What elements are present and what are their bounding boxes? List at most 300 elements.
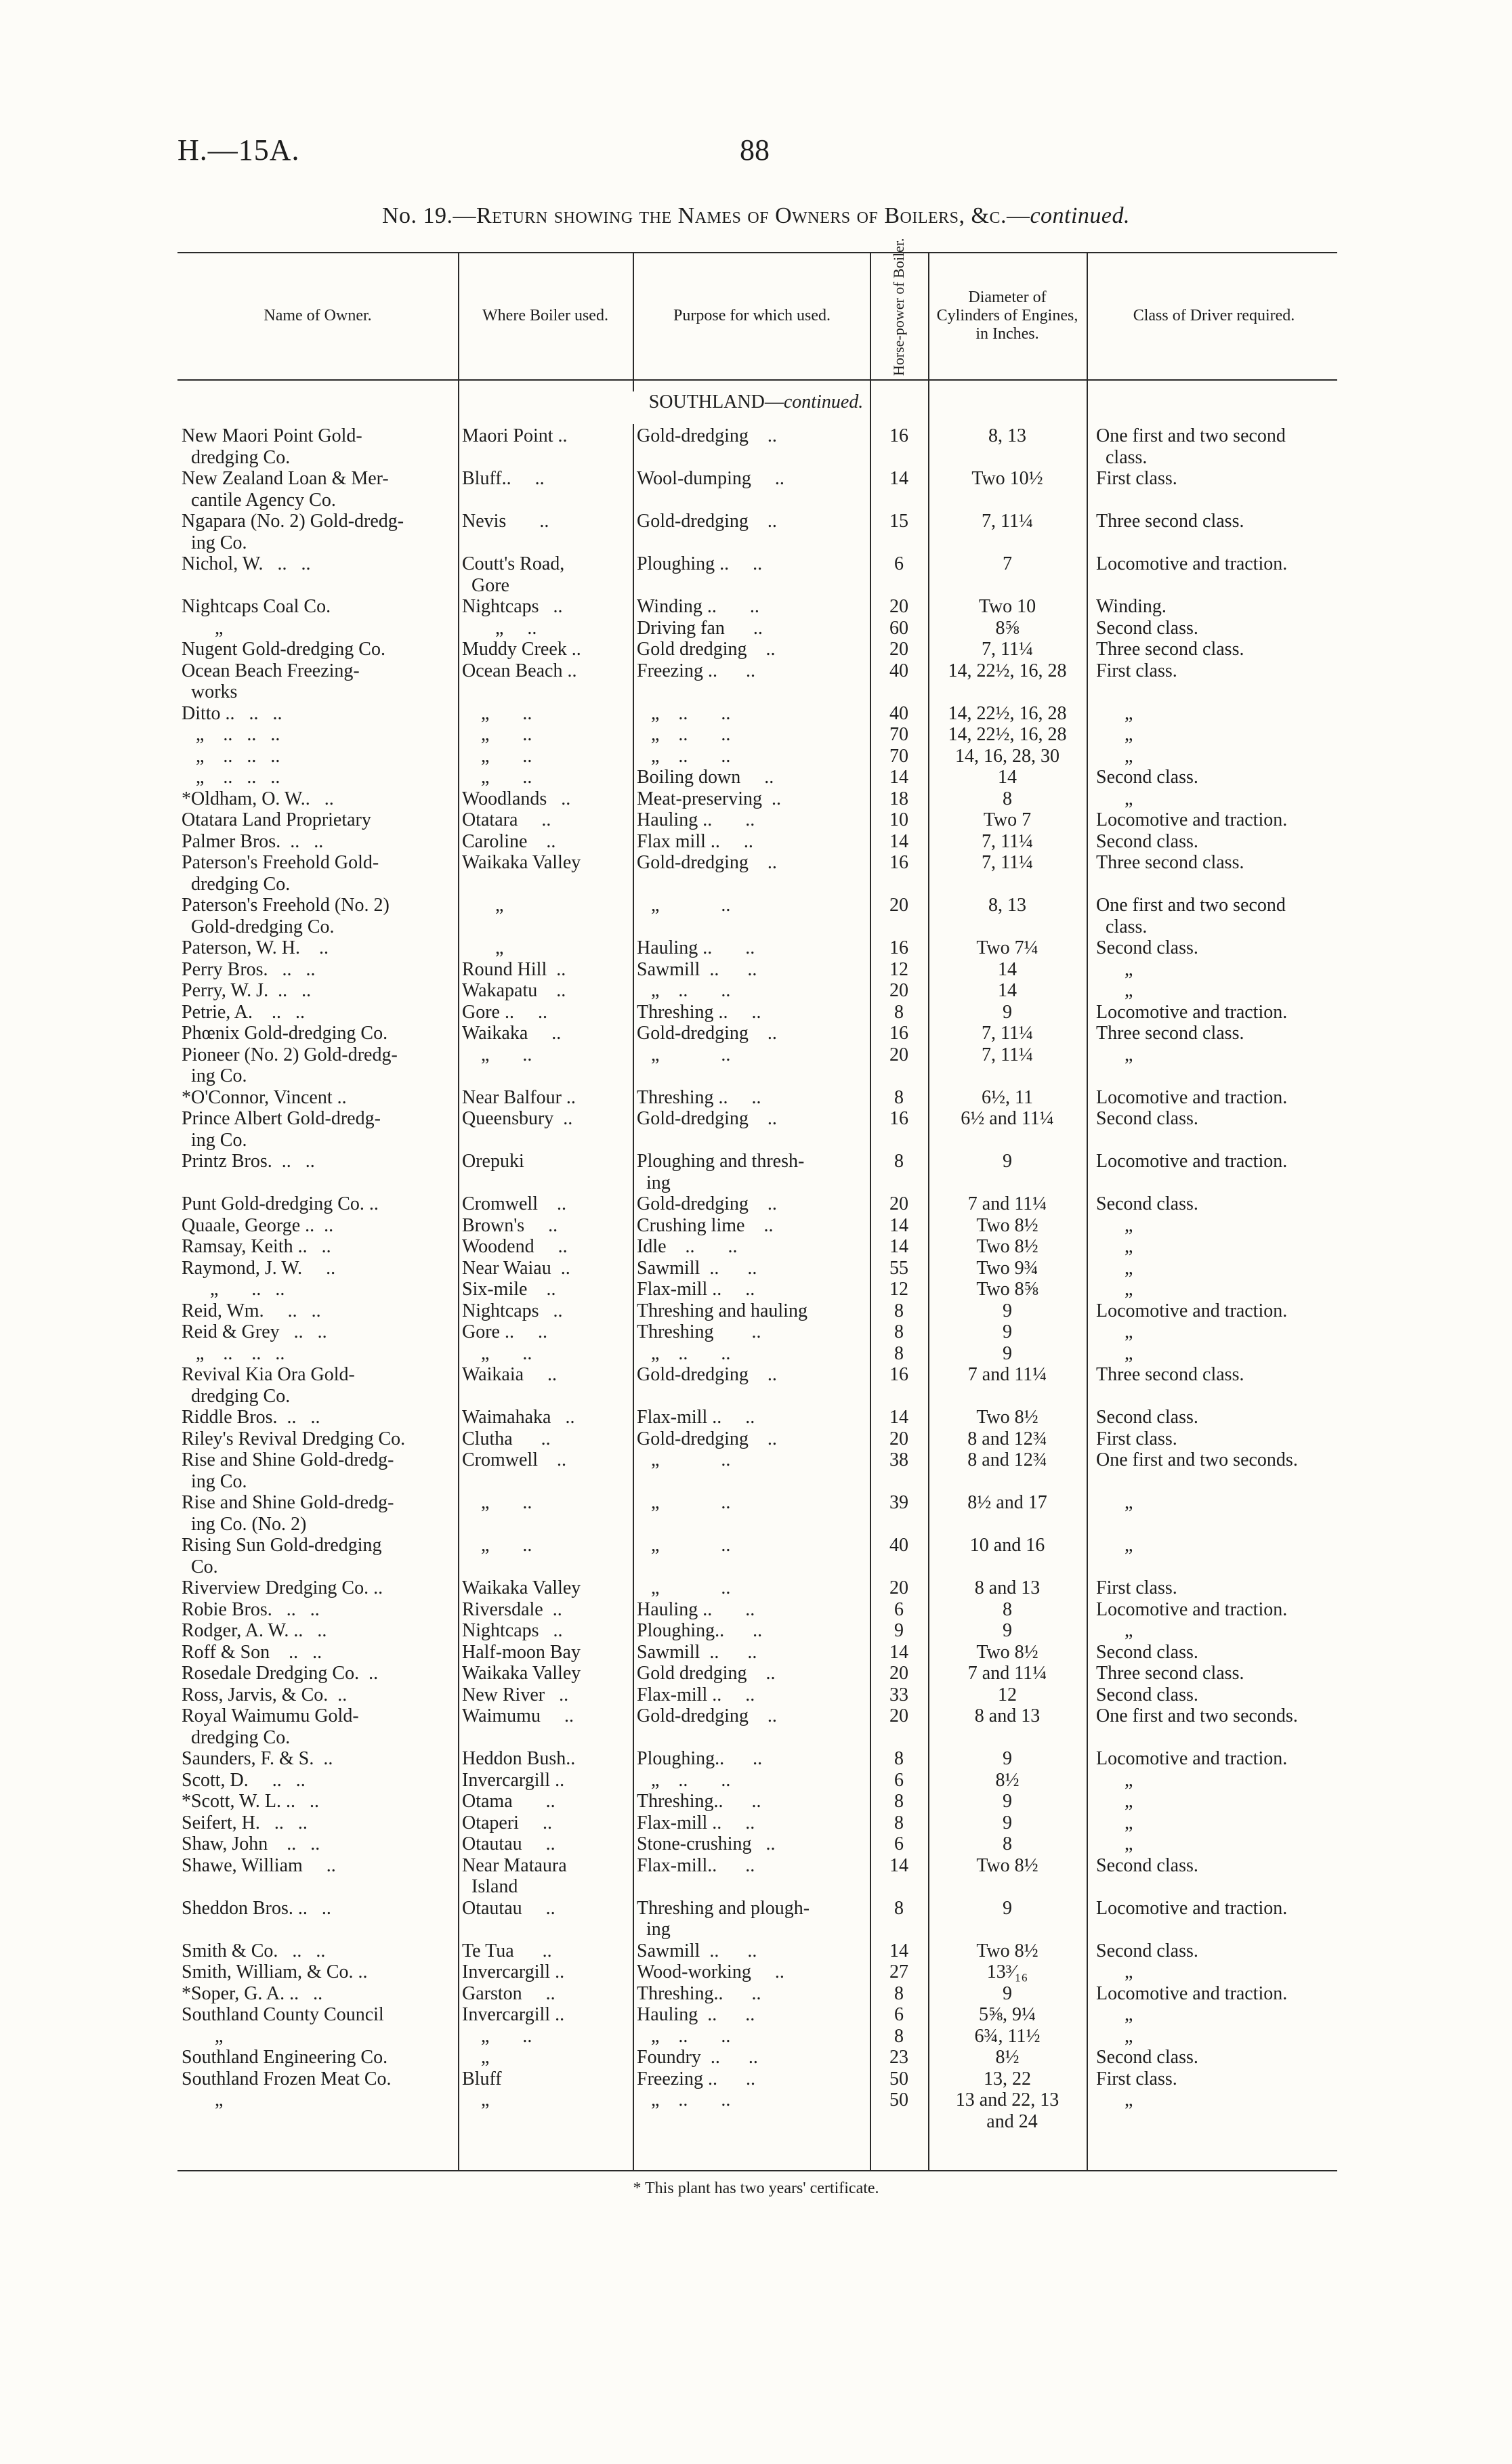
purpose-cell: „ ..: [637, 1577, 731, 1598]
diameter-cell: Two 7: [983, 809, 1032, 830]
diameter-cell: 7, 11¼: [982, 830, 1033, 852]
driver-class-cell: „: [1096, 788, 1133, 809]
purpose-cell: Flax-mill .. ..: [637, 1279, 755, 1300]
table-row: [177, 468, 1337, 511]
purpose-cell: Driving fan ..: [637, 617, 763, 639]
horse-power-cell: 16: [889, 425, 908, 446]
owner-cell: Nugent Gold-dredging Co.: [182, 639, 385, 660]
driver-class-cell: One first and two second class.: [1096, 895, 1286, 937]
header-purpose: Purpose for which used.: [673, 306, 831, 324]
table-row: [177, 1321, 1337, 1343]
owner-cell: Ramsay, Keith .. ..: [182, 1236, 331, 1257]
horse-power-cell: 20: [889, 596, 908, 617]
purpose-cell: Idle .. ..: [637, 1236, 738, 1257]
owner-cell: Riley's Revival Dredging Co.: [182, 1428, 406, 1449]
purpose-cell: Threshing.. ..: [637, 1982, 761, 2004]
purpose-cell: Foundry .. ..: [637, 2047, 758, 2068]
owner-cell: Revival Kia Ora Gold- dredging Co.: [182, 1364, 355, 1407]
where-cell: Waikaka ..: [462, 1023, 562, 1044]
where-cell: Invercargill ..: [462, 1769, 565, 1791]
horse-power-cell: 33: [889, 1684, 908, 1705]
table-row: [177, 1898, 1337, 1940]
purpose-cell: Flax mill .. ..: [637, 830, 753, 852]
where-cell: Otautau ..: [462, 1897, 555, 1919]
table-row: [177, 1812, 1337, 1834]
where-cell: „ ..: [462, 1492, 532, 1513]
purpose-cell: Sawmill .. ..: [637, 1257, 757, 1279]
horse-power-cell: 27: [889, 1961, 908, 1982]
purpose-cell: Flax-mill.. ..: [637, 1854, 755, 1876]
owner-cell: Petrie, A. .. ..: [182, 1001, 305, 1023]
driver-class-cell: „: [1096, 1833, 1133, 1854]
purpose-cell: „ ..: [637, 895, 731, 916]
driver-class-cell: „: [1096, 2025, 1133, 2047]
purpose-cell: Sawmill .. ..: [637, 958, 757, 980]
owner-cell: Ross, Jarvis, & Co. ..: [182, 1684, 348, 1705]
purpose-cell: Threshing ..: [637, 1321, 761, 1342]
purpose-cell: Ploughing.. ..: [637, 1748, 763, 1769]
horse-power-cell: 38: [889, 1449, 908, 1470]
diameter-cell: 14, 22½, 16, 28: [948, 660, 1067, 681]
owner-cell: Sheddon Bros. .. ..: [182, 1897, 331, 1919]
purpose-cell: Winding .. ..: [637, 596, 759, 617]
horse-power-cell: 40: [889, 1535, 908, 1556]
diameter-cell: 8½: [995, 1769, 1020, 1791]
diameter-cell: 8: [1003, 788, 1012, 809]
table-row: [177, 1343, 1337, 1365]
where-cell: Otatara ..: [462, 809, 551, 830]
driver-class-cell: Second class.: [1096, 1108, 1198, 1129]
where-cell: Orepuki: [462, 1151, 524, 1172]
driver-class-cell: Second class.: [1096, 1407, 1198, 1428]
driver-class-cell: „: [1096, 1044, 1133, 1065]
driver-class-cell: „: [1096, 1535, 1133, 1556]
driver-class-cell: „: [1096, 1342, 1133, 1364]
horse-power-cell: 39: [889, 1492, 908, 1513]
diameter-cell: 8 and 13: [974, 1705, 1041, 1726]
driver-class-cell: First class.: [1096, 2068, 1177, 2089]
diameter-cell: 13 and 22, 13 and 24: [955, 2089, 1059, 2132]
driver-class-cell: Three second class.: [1096, 1023, 1244, 1044]
horse-power-cell: 40: [889, 660, 908, 681]
horse-power-cell: 20: [889, 1705, 908, 1726]
horse-power-cell: 20: [889, 639, 908, 660]
table-row: [177, 1940, 1337, 1962]
horse-power-cell: 14: [889, 1214, 908, 1236]
horse-power-cell: 8: [894, 1086, 904, 1108]
header-owner: Name of Owner.: [264, 306, 372, 324]
table-row: [177, 1705, 1337, 1748]
horse-power-cell: 6: [894, 2004, 904, 2025]
purpose-cell: Flax-mill .. ..: [637, 1407, 755, 1428]
purpose-cell: „ .. ..: [637, 980, 731, 1001]
where-cell: „ ..: [462, 617, 537, 639]
where-cell: „: [462, 937, 504, 958]
header-diameter: Diameter of Cylinders of Engines, in Inches.: [936, 288, 1078, 343]
purpose-cell: Gold dredging ..: [637, 1663, 776, 1684]
owner-cell: Ditto .. .. ..: [182, 702, 282, 724]
horse-power-cell: 8: [894, 1982, 904, 2004]
owner-cell: Shaw, John .. ..: [182, 1833, 320, 1854]
horse-power-cell: 23: [889, 2047, 908, 2068]
purpose-cell: Sawmill .. ..: [637, 1940, 757, 1961]
where-cell: New River ..: [462, 1684, 569, 1705]
driver-class-cell: Second class.: [1096, 2047, 1198, 2068]
where-cell: Riversdale ..: [462, 1598, 562, 1620]
owner-cell: Paterson's Freehold (No. 2) Gold-dredging Co.: [182, 895, 390, 937]
owner-cell: „: [182, 2025, 224, 2047]
owner-cell: *Soper, G. A. .. ..: [182, 1982, 323, 2004]
purpose-cell: „ .. ..: [637, 2089, 731, 2110]
owner-cell: Paterson's Freehold Gold- dredging Co.: [182, 852, 379, 895]
table-row: [177, 639, 1337, 660]
where-cell: „ ..: [462, 1044, 532, 1065]
where-cell: Gore .. ..: [462, 1321, 547, 1342]
purpose-cell: Ploughing.. ..: [637, 1620, 763, 1641]
table-row: [177, 1279, 1337, 1300]
purpose-cell: „ ..: [637, 1492, 731, 1513]
where-cell: „ ..: [462, 702, 532, 724]
horse-power-cell: 9: [894, 1620, 904, 1641]
where-cell: Queensbury ..: [462, 1108, 573, 1129]
purpose-cell: Hauling .. ..: [637, 1598, 755, 1620]
horse-power-cell: 8: [894, 1812, 904, 1833]
owner-cell: Ocean Beach Freezing- works: [182, 660, 360, 702]
table-row: [177, 1663, 1337, 1684]
owner-cell: „: [182, 617, 224, 639]
table-row: [177, 1023, 1337, 1044]
diameter-cell: 6½, 11: [982, 1086, 1033, 1108]
horse-power-cell: 50: [889, 2089, 908, 2110]
driver-class-cell: „: [1096, 1791, 1133, 1812]
owner-cell: Prince Albert Gold-dredg- ing Co.: [182, 1108, 381, 1151]
table-row: [177, 1044, 1337, 1087]
driver-class-cell: First class.: [1096, 468, 1177, 489]
table-row: [177, 767, 1337, 788]
where-cell: Otama ..: [462, 1791, 555, 1812]
owner-cell: Printz Bros. .. ..: [182, 1151, 315, 1172]
diameter-cell: Two 8½: [976, 1214, 1038, 1236]
horse-power-cell: 20: [889, 1044, 908, 1065]
where-cell: „ ..: [462, 767, 532, 788]
table-row: [177, 2089, 1337, 2132]
where-cell: „: [462, 2089, 490, 2110]
title-prefix: No. 19.—: [381, 203, 477, 228]
table-row: [177, 1215, 1337, 1237]
owner-cell: Roff & Son .. ..: [182, 1641, 322, 1663]
table-row: [177, 1833, 1337, 1855]
horse-power-cell: 50: [889, 2068, 908, 2089]
horse-power-cell: 14: [889, 1407, 908, 1428]
header-bottom-rule: [177, 379, 1337, 381]
where-cell: Brown's ..: [462, 1214, 558, 1236]
driver-class-cell: „: [1096, 1812, 1133, 1833]
horse-power-cell: 20: [889, 980, 908, 1001]
diameter-cell: 9: [1003, 1300, 1012, 1321]
header-driver-class: Class of Driver required.: [1133, 306, 1295, 324]
where-cell: Half-moon Bay: [462, 1641, 581, 1663]
driver-class-cell: „: [1096, 1961, 1133, 1982]
owner-cell: Pioneer (No. 2) Gold-dredg- ing Co.: [182, 1044, 398, 1086]
purpose-cell: Gold-dredging ..: [637, 1364, 777, 1385]
diameter-cell: 9: [1003, 1342, 1012, 1364]
diameter-cell: 7 and 11¼: [967, 1193, 1047, 1214]
where-cell: Waikaka Valley: [462, 852, 581, 873]
where-cell: Invercargill ..: [462, 1961, 565, 1982]
driver-class-cell: Second class.: [1096, 767, 1198, 788]
purpose-cell: Flax-mill .. ..: [637, 1812, 755, 1833]
where-cell: Round Hill ..: [462, 958, 566, 980]
horse-power-cell: 14: [889, 1854, 908, 1876]
where-cell: Muddy Creek ..: [462, 639, 581, 660]
purpose-cell: Threshing.. ..: [637, 1791, 761, 1812]
where-cell: Heddon Bush..: [462, 1748, 576, 1769]
purpose-cell: Hauling .. ..: [637, 809, 755, 830]
purpose-cell: Meat-preserving ..: [637, 788, 782, 809]
diameter-cell: 8⅝: [995, 617, 1020, 639]
diameter-cell: 7, 11¼: [982, 1023, 1033, 1044]
horse-power-cell: 20: [889, 1663, 908, 1684]
table-row: [177, 596, 1337, 618]
owner-cell: Quaale, George .. ..: [182, 1214, 334, 1236]
purpose-cell: „ ..: [637, 1449, 731, 1470]
where-cell: Maori Point ..: [462, 425, 568, 446]
diameter-cell: Two 9¾: [976, 1257, 1038, 1279]
horse-power-cell: 8: [894, 1001, 904, 1023]
driver-class-cell: Locomotive and traction.: [1096, 1598, 1288, 1620]
horse-power-cell: 10: [889, 809, 908, 830]
table-row: [177, 1151, 1337, 1193]
driver-class-cell: Second class.: [1096, 617, 1198, 639]
table-row: [177, 1364, 1337, 1407]
owner-cell: „: [182, 2089, 224, 2110]
driver-class-cell: „: [1096, 724, 1133, 745]
where-cell: Waimumu ..: [462, 1705, 574, 1726]
owner-cell: Rise and Shine Gold-dredg- ing Co.: [182, 1449, 394, 1492]
table-row: [177, 724, 1337, 746]
horse-power-cell: 8: [894, 1748, 904, 1769]
table-row: [177, 1236, 1337, 1258]
driver-class-cell: Locomotive and traction.: [1096, 809, 1288, 830]
purpose-cell: Gold-dredging ..: [637, 1705, 777, 1726]
diameter-cell: 14: [998, 980, 1017, 1001]
driver-class-cell: Locomotive and traction.: [1096, 1001, 1288, 1023]
owner-cell: Paterson, W. H. ..: [182, 937, 329, 958]
where-cell: „ ..: [462, 1342, 532, 1364]
table-row: [177, 980, 1337, 1002]
owner-cell: Smith, William, & Co. ..: [182, 1961, 368, 1982]
driver-class-cell: Second class.: [1096, 1193, 1198, 1214]
where-cell: Cromwell ..: [462, 1193, 566, 1214]
table-row: [177, 1684, 1337, 1706]
where-cell: Invercargill ..: [462, 2004, 565, 2025]
driver-class-cell: „: [1096, 745, 1133, 767]
owner-cell: Riverview Dredging Co. ..: [182, 1577, 383, 1598]
where-cell: Nightcaps ..: [462, 1620, 563, 1641]
horse-power-cell: 16: [889, 1364, 908, 1385]
diameter-cell: 8 and 12¾: [967, 1449, 1047, 1470]
diameter-cell: 6½ and 11¼: [961, 1108, 1054, 1129]
purpose-cell: Boiling down ..: [637, 767, 774, 788]
horse-power-cell: 20: [889, 1577, 908, 1598]
driver-class-cell: Second class.: [1096, 830, 1198, 852]
diameter-cell: 9: [1003, 1982, 1012, 2004]
diameter-cell: 14: [998, 958, 1017, 980]
diameter-cell: 8½: [995, 2047, 1020, 2068]
section-heading: [0, 391, 1512, 413]
table-row: [177, 703, 1337, 725]
purpose-cell: Sawmill .. ..: [637, 1641, 757, 1663]
driver-class-cell: „: [1096, 2004, 1133, 2025]
table-row: [177, 2047, 1337, 2068]
driver-class-cell: „: [1096, 1492, 1133, 1513]
diameter-cell: 7, 11¼: [982, 852, 1033, 873]
where-cell: Bluff.. ..: [462, 468, 545, 489]
owner-cell: Ngapara (No. 2) Gold-dredg- ing Co.: [182, 511, 404, 553]
driver-class-cell: One first and two second class.: [1096, 425, 1286, 468]
where-cell: Six-mile ..: [462, 1279, 556, 1300]
diameter-cell: 7 and 11¼: [967, 1663, 1047, 1684]
where-cell: Gore .. ..: [462, 1001, 547, 1023]
table-row: [177, 895, 1337, 937]
horse-power-cell: 15: [889, 511, 908, 532]
driver-class-cell: Three second class.: [1096, 1663, 1244, 1684]
purpose-cell: Threshing and plough- ing: [637, 1897, 810, 1940]
owner-cell: Royal Waimumu Gold- dredging Co.: [182, 1705, 359, 1748]
diameter-cell: 13, 22: [984, 2068, 1031, 2089]
footnote: * This plant has two years' certificate.: [633, 2180, 879, 2197]
table-body: [177, 425, 1337, 2132]
where-cell: Clutha ..: [462, 1428, 551, 1449]
diameter-cell: Two 8⅝: [976, 1279, 1038, 1300]
table-row: [177, 1983, 1337, 2005]
table-row: [177, 1300, 1337, 1322]
diameter-cell: 7: [1003, 553, 1012, 574]
owner-cell: Southland Engineering Co.: [182, 2047, 388, 2068]
diameter-cell: 9: [1003, 1812, 1012, 1833]
diameter-cell: 5⅝, 9¼: [979, 2004, 1036, 2025]
purpose-cell: Gold-dredging ..: [637, 1428, 777, 1449]
column-divider-2-head: [633, 252, 634, 391]
horse-power-cell: 14: [889, 468, 908, 489]
driver-class-cell: „: [1096, 980, 1133, 1001]
driver-class-cell: Three second class.: [1096, 1364, 1244, 1385]
table-row: [177, 1087, 1337, 1109]
table-row: [177, 1791, 1337, 1812]
driver-class-cell: First class.: [1096, 1428, 1177, 1449]
purpose-cell: Stone-crushing ..: [637, 1833, 776, 1854]
owner-cell: *Oldham, O. W.. ..: [182, 788, 334, 809]
table-row: [177, 2004, 1337, 2026]
driver-class-cell: „: [1096, 1214, 1133, 1236]
where-cell: „: [462, 2047, 490, 2068]
purpose-cell: „ ..: [637, 1044, 731, 1065]
table-row: [177, 1492, 1337, 1535]
owner-cell: Rise and Shine Gold-dredg- ing Co. (No. 2): [182, 1492, 394, 1535]
header-where: Where Boiler used.: [482, 306, 608, 324]
purpose-cell: Threshing and hauling: [637, 1300, 807, 1321]
owner-cell: „ .. .. ..: [182, 767, 280, 788]
driver-class-cell: Three second class.: [1096, 852, 1244, 873]
horse-power-cell: 20: [889, 1193, 908, 1214]
table-row: [177, 1428, 1337, 1450]
purpose-cell: Gold-dredging ..: [637, 1108, 777, 1129]
table-row: [177, 1855, 1337, 1898]
owner-cell: Palmer Bros. .. ..: [182, 830, 324, 852]
page-number: 88: [740, 133, 770, 167]
owner-cell: Reid, Wm. .. ..: [182, 1300, 321, 1321]
diameter-cell: 14, 16, 28, 30: [955, 745, 1059, 767]
owner-cell: Rosedale Dredging Co. ..: [182, 1663, 379, 1684]
where-cell: Waikaia ..: [462, 1364, 558, 1385]
purpose-cell: „ .. ..: [637, 2025, 731, 2047]
driver-class-cell: „: [1096, 958, 1133, 980]
driver-class-cell: „: [1096, 1620, 1133, 1641]
purpose-cell: „ .. ..: [637, 1342, 731, 1364]
driver-class-cell: Second class.: [1096, 937, 1198, 958]
horse-power-cell: 12: [889, 1279, 908, 1300]
owner-cell: Reid & Grey .. ..: [182, 1321, 327, 1342]
diameter-cell: 8½ and 17: [967, 1492, 1047, 1513]
diameter-cell: 9: [1003, 1748, 1012, 1769]
where-cell: „ ..: [462, 745, 532, 767]
driver-class-cell: „: [1096, 1321, 1133, 1342]
table-row: [177, 511, 1337, 553]
horse-power-cell: 55: [889, 1257, 908, 1279]
owner-cell: Seifert, H. .. ..: [182, 1812, 308, 1833]
table-row: [177, 2068, 1337, 2090]
table-row: [177, 959, 1337, 981]
purpose-cell: „ .. ..: [637, 702, 731, 724]
diameter-cell: 10 and 16: [969, 1535, 1045, 1556]
diameter-cell: Two 7¼: [976, 937, 1038, 958]
table-row: [177, 1961, 1337, 1983]
diameter-cell: 9: [1003, 1620, 1012, 1641]
driver-class-cell: Winding.: [1096, 596, 1167, 617]
diameter-cell: 8, 13: [988, 425, 1026, 446]
diameter-cell: Two 10: [978, 596, 1036, 617]
where-cell: Coutt's Road, Gore: [462, 553, 565, 596]
where-cell: Ocean Beach ..: [462, 660, 577, 681]
where-cell: Waimahaka ..: [462, 1407, 575, 1428]
diameter-cell: Two 10½: [971, 468, 1043, 489]
driver-class-cell: Three second class.: [1096, 511, 1244, 532]
diameter-cell: 8 and 12¾: [967, 1428, 1047, 1449]
owner-cell: Southland County Council: [182, 2004, 384, 2025]
table-row: [177, 1535, 1337, 1577]
driver-class-cell: Locomotive and traction.: [1096, 1748, 1288, 1769]
driver-class-cell: „: [1096, 2089, 1133, 2110]
diameter-cell: 7, 11¼: [982, 1044, 1033, 1065]
purpose-cell: Gold-dredging ..: [637, 852, 777, 873]
table-row: [177, 809, 1337, 831]
driver-class-cell: „: [1096, 702, 1133, 724]
where-cell: Near Balfour ..: [462, 1086, 576, 1108]
diameter-cell: 7, 11¼: [982, 639, 1033, 660]
diameter-cell: 8 and 13: [974, 1577, 1041, 1598]
table-row: [177, 746, 1337, 767]
purpose-cell: Hauling .. ..: [637, 937, 755, 958]
table-row: [177, 553, 1337, 596]
owner-cell: Otatara Land Proprietary: [182, 809, 371, 830]
horse-power-cell: 20: [889, 1428, 908, 1449]
horse-power-cell: 14: [889, 830, 908, 852]
driver-class-cell: Locomotive and traction.: [1096, 1086, 1288, 1108]
owner-cell: Smith & Co. .. ..: [182, 1940, 326, 1961]
purpose-cell: Wood-working ..: [637, 1961, 784, 1982]
horse-power-cell: 14: [889, 1236, 908, 1257]
diameter-cell: Two 8½: [976, 1407, 1038, 1428]
